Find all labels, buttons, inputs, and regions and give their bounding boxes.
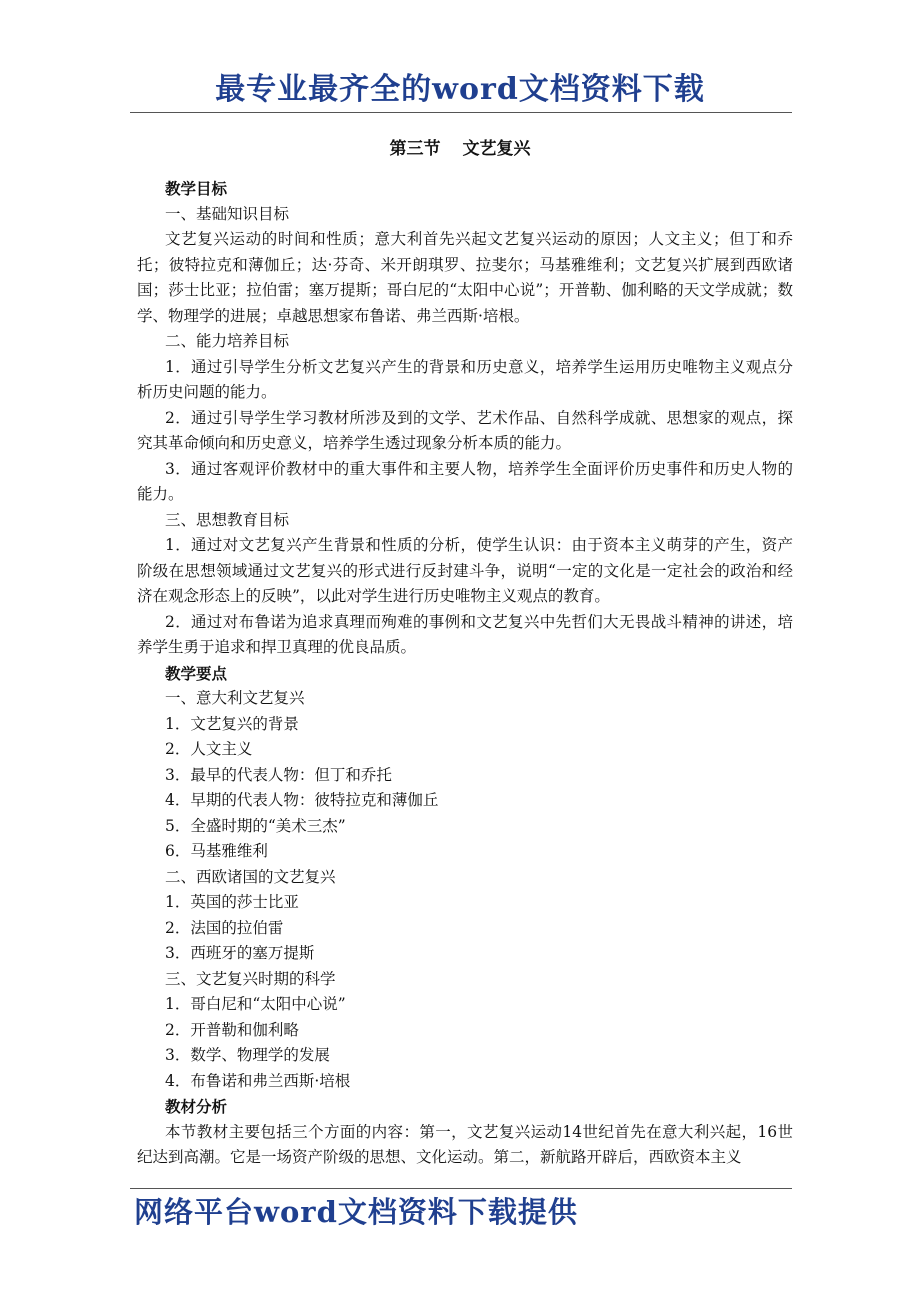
italy-item: 5．全盛时期的“美术三杰” — [165, 816, 346, 835]
footer-divider — [130, 1188, 792, 1189]
moral-item: 1．通过对文艺复兴产生背景和性质的分析，使学生认识：由于资本主义萌芽的产生，资产阶级在思想领域通过文艺复兴的形式进行反封建斗争，说明“一定的文化是一定社会的政治和经济在观念形态上的反映”，以此对学生进行历史唯物主义观点的教育。 — [137, 536, 793, 605]
section-name: 文艺复兴 — [462, 139, 531, 159]
west-item: 3．西班牙的塞万提斯 — [165, 944, 315, 962]
italy-item: 6．马基雅维利 — [165, 842, 268, 860]
header-divider — [130, 112, 792, 113]
analysis-text: 本节教材主要包括三个方面的内容：第一，文艺复兴运动14世纪首先在意大利兴起，16世纪达到高潮。它是一场资产阶级的思想、文化运动。第二，新航路开辟后，西欧资本主义 — [137, 1122, 793, 1166]
science-item: 2．开普勒和伽利略 — [165, 1020, 299, 1039]
page-title — [0, 136, 920, 162]
italy-item: 4．早期的代表人物：彼特拉克和薄伽丘 — [165, 791, 439, 809]
header-banner: 最专业最齐全的word文档资料下载 — [215, 72, 705, 107]
moral-item: 2．通过对布鲁诺为追求真理而殉难的事例和文艺复兴中先哲们大无畏战斗精神的讲述，培养学生勇于追求和捍卫真理的优良品质。 — [137, 612, 793, 656]
ability-item: 1．通过引导学生分析文艺复兴产生的背景和历史意义，培养学生运用历史唯物主义观点分析历史问题的能力。 — [137, 357, 793, 401]
basic-heading: 一、基础知识目标 — [165, 204, 290, 223]
moral-heading: 三、思想教育目标 — [165, 510, 290, 529]
italy-item: 3．最早的代表人物：但丁和乔托 — [165, 765, 392, 784]
ability-item: 3．通过客观评价教材中的重大事件和主要人物，培养学生全面评价历史事件和历史人物的能力。 — [137, 459, 793, 503]
west-heading: 二、西欧诸国的文艺复兴 — [165, 867, 336, 886]
document-body — [137, 176, 793, 1171]
science-item: 1．哥白尼和“太阳中心说” — [165, 995, 346, 1013]
italy-item: 1．文艺复兴的背景 — [165, 714, 299, 733]
ability-heading: 二、能力培养目标 — [165, 332, 290, 350]
science-item: 4．布鲁诺和弗兰西斯·培根 — [165, 1071, 351, 1090]
keypoints-heading: 教学要点 — [165, 663, 228, 683]
west-item: 2．法国的拉伯雷 — [165, 918, 284, 937]
ability-item: 2．通过引导学生学习教材所涉及到的文学、艺术作品、自然科学成就、思想家的观点，探究其革命倾向和历史意义，培养学生透过现象分析本质的能力。 — [137, 408, 793, 452]
west-item: 1．英国的莎士比亚 — [165, 893, 299, 911]
basic-text: 文艺复兴运动的时间和性质；意大利首先兴起文艺复兴运动的原因；人文主义；但丁和乔托；彼特拉克和薄伽丘；达·芬奇、米开朗琪罗、拉斐尔；马基雅维利；文艺复兴扩展到西欧诸国；莎士比亚；拉伯雷；塞万提斯；哥白尼的“太阳中心说”；开普勒、伽利略的天文学成就；数学、物理学的进展；卓越思想家布鲁诺、弗兰西斯·培根。 — [137, 230, 793, 325]
science-heading: 三、文艺复兴时期的科学 — [165, 969, 336, 988]
footer-banner: 网络平台word文档资料下载提供 — [134, 1195, 578, 1229]
italy-item: 2．人文主义 — [165, 740, 253, 758]
analysis-heading: 教材分析 — [165, 1097, 228, 1116]
objectives-heading: 教学目标 — [165, 179, 228, 198]
science-item: 3．数学、物理学的发展 — [165, 1046, 330, 1064]
section-number: 第三节 — [389, 139, 441, 159]
italy-heading: 一、意大利文艺复兴 — [165, 689, 305, 707]
